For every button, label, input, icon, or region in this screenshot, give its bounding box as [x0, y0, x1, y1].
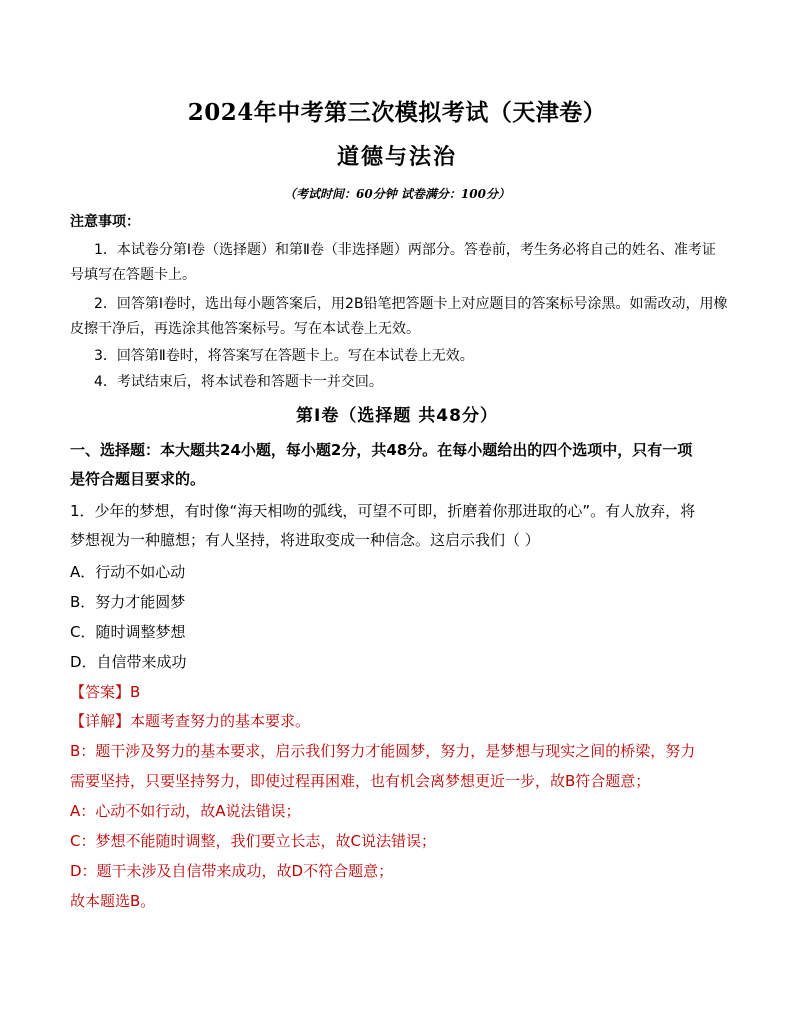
- question-stem: 1．少年的梦想，有时像“海天相吻的弧线，可望不可即，折磨着你那进取的心”。有人放弃，将: [70, 502, 696, 520]
- section-heading: 一、选择题：本大题共24小题，每小题2分，共48分。在每小题给出的四个选项中，只有一项: [70, 441, 693, 459]
- part1-title: 第Ⅰ卷（选择题 共48分）: [296, 406, 498, 426]
- subject-title: 道德与法治: [336, 144, 457, 170]
- option-d: D．自信带来成功: [70, 653, 187, 671]
- explanation-line: 【详解】本题考查努力的基本要求。: [70, 712, 311, 730]
- option-c: C．随时调整梦想: [70, 623, 186, 641]
- note-line: 号填写在答题卡上。: [70, 267, 196, 283]
- note-line: 4．考试结束后，将本试卷和答题卡一并交回。: [94, 374, 383, 390]
- note-line: 3．回答第Ⅱ卷时，将答案写在答题卡上。写在本试卷上无效。: [94, 348, 474, 364]
- section-heading: 是符合题目要求的。: [70, 470, 206, 488]
- exam-info: （考试时间：60分钟 试卷满分：100分）: [284, 187, 510, 201]
- explanation-line: 故本题选B。: [70, 892, 156, 910]
- explanation-line: A：心动不如行动，故A说法错误；: [70, 802, 301, 820]
- option-a: A．行动不如心动: [70, 563, 186, 581]
- explanation-line: 需要坚持，只要坚持努力，即使过程再困难，也有机会离梦想更近一步，故B符合题意；: [70, 772, 651, 790]
- question-stem: 梦想视为一种臆想；有人坚持，将进取变成一种信念。这启示我们（ ）: [70, 531, 540, 549]
- option-b: B．努力才能圆梦: [70, 593, 186, 611]
- exam-title: 2024年中考第三次模拟考试（天津卷）: [187, 99, 607, 126]
- notes-heading: 注意事项：: [70, 214, 140, 230]
- explanation-line: D：题干未涉及自信带来成功，故D不符合题意；: [70, 862, 394, 880]
- note-line: 皮擦干净后，再选涂其他答案标号。写在本试卷上无效。: [70, 321, 420, 337]
- answer-line: 【答案】B: [70, 683, 141, 701]
- explanation-line: B：题干涉及努力的基本要求，启示我们努力才能圆梦，努力，是梦想与现实之间的桥梁，努力: [70, 742, 696, 760]
- note-line: 2．回答第Ⅰ卷时，选出每小题答案后，用2B铅笔把答题卡上对应题目的答案标号涂黑。如需改动，用橡: [94, 296, 728, 312]
- note-line: 1．本试卷分第Ⅰ卷（选择题）和第Ⅱ卷（非选择题）两部分。答卷前，考生务必将自己的姓名、准考证: [94, 242, 716, 258]
- explanation-line: C：梦想不能随时调整，我们要立长志，故C说法错误；: [70, 832, 436, 850]
